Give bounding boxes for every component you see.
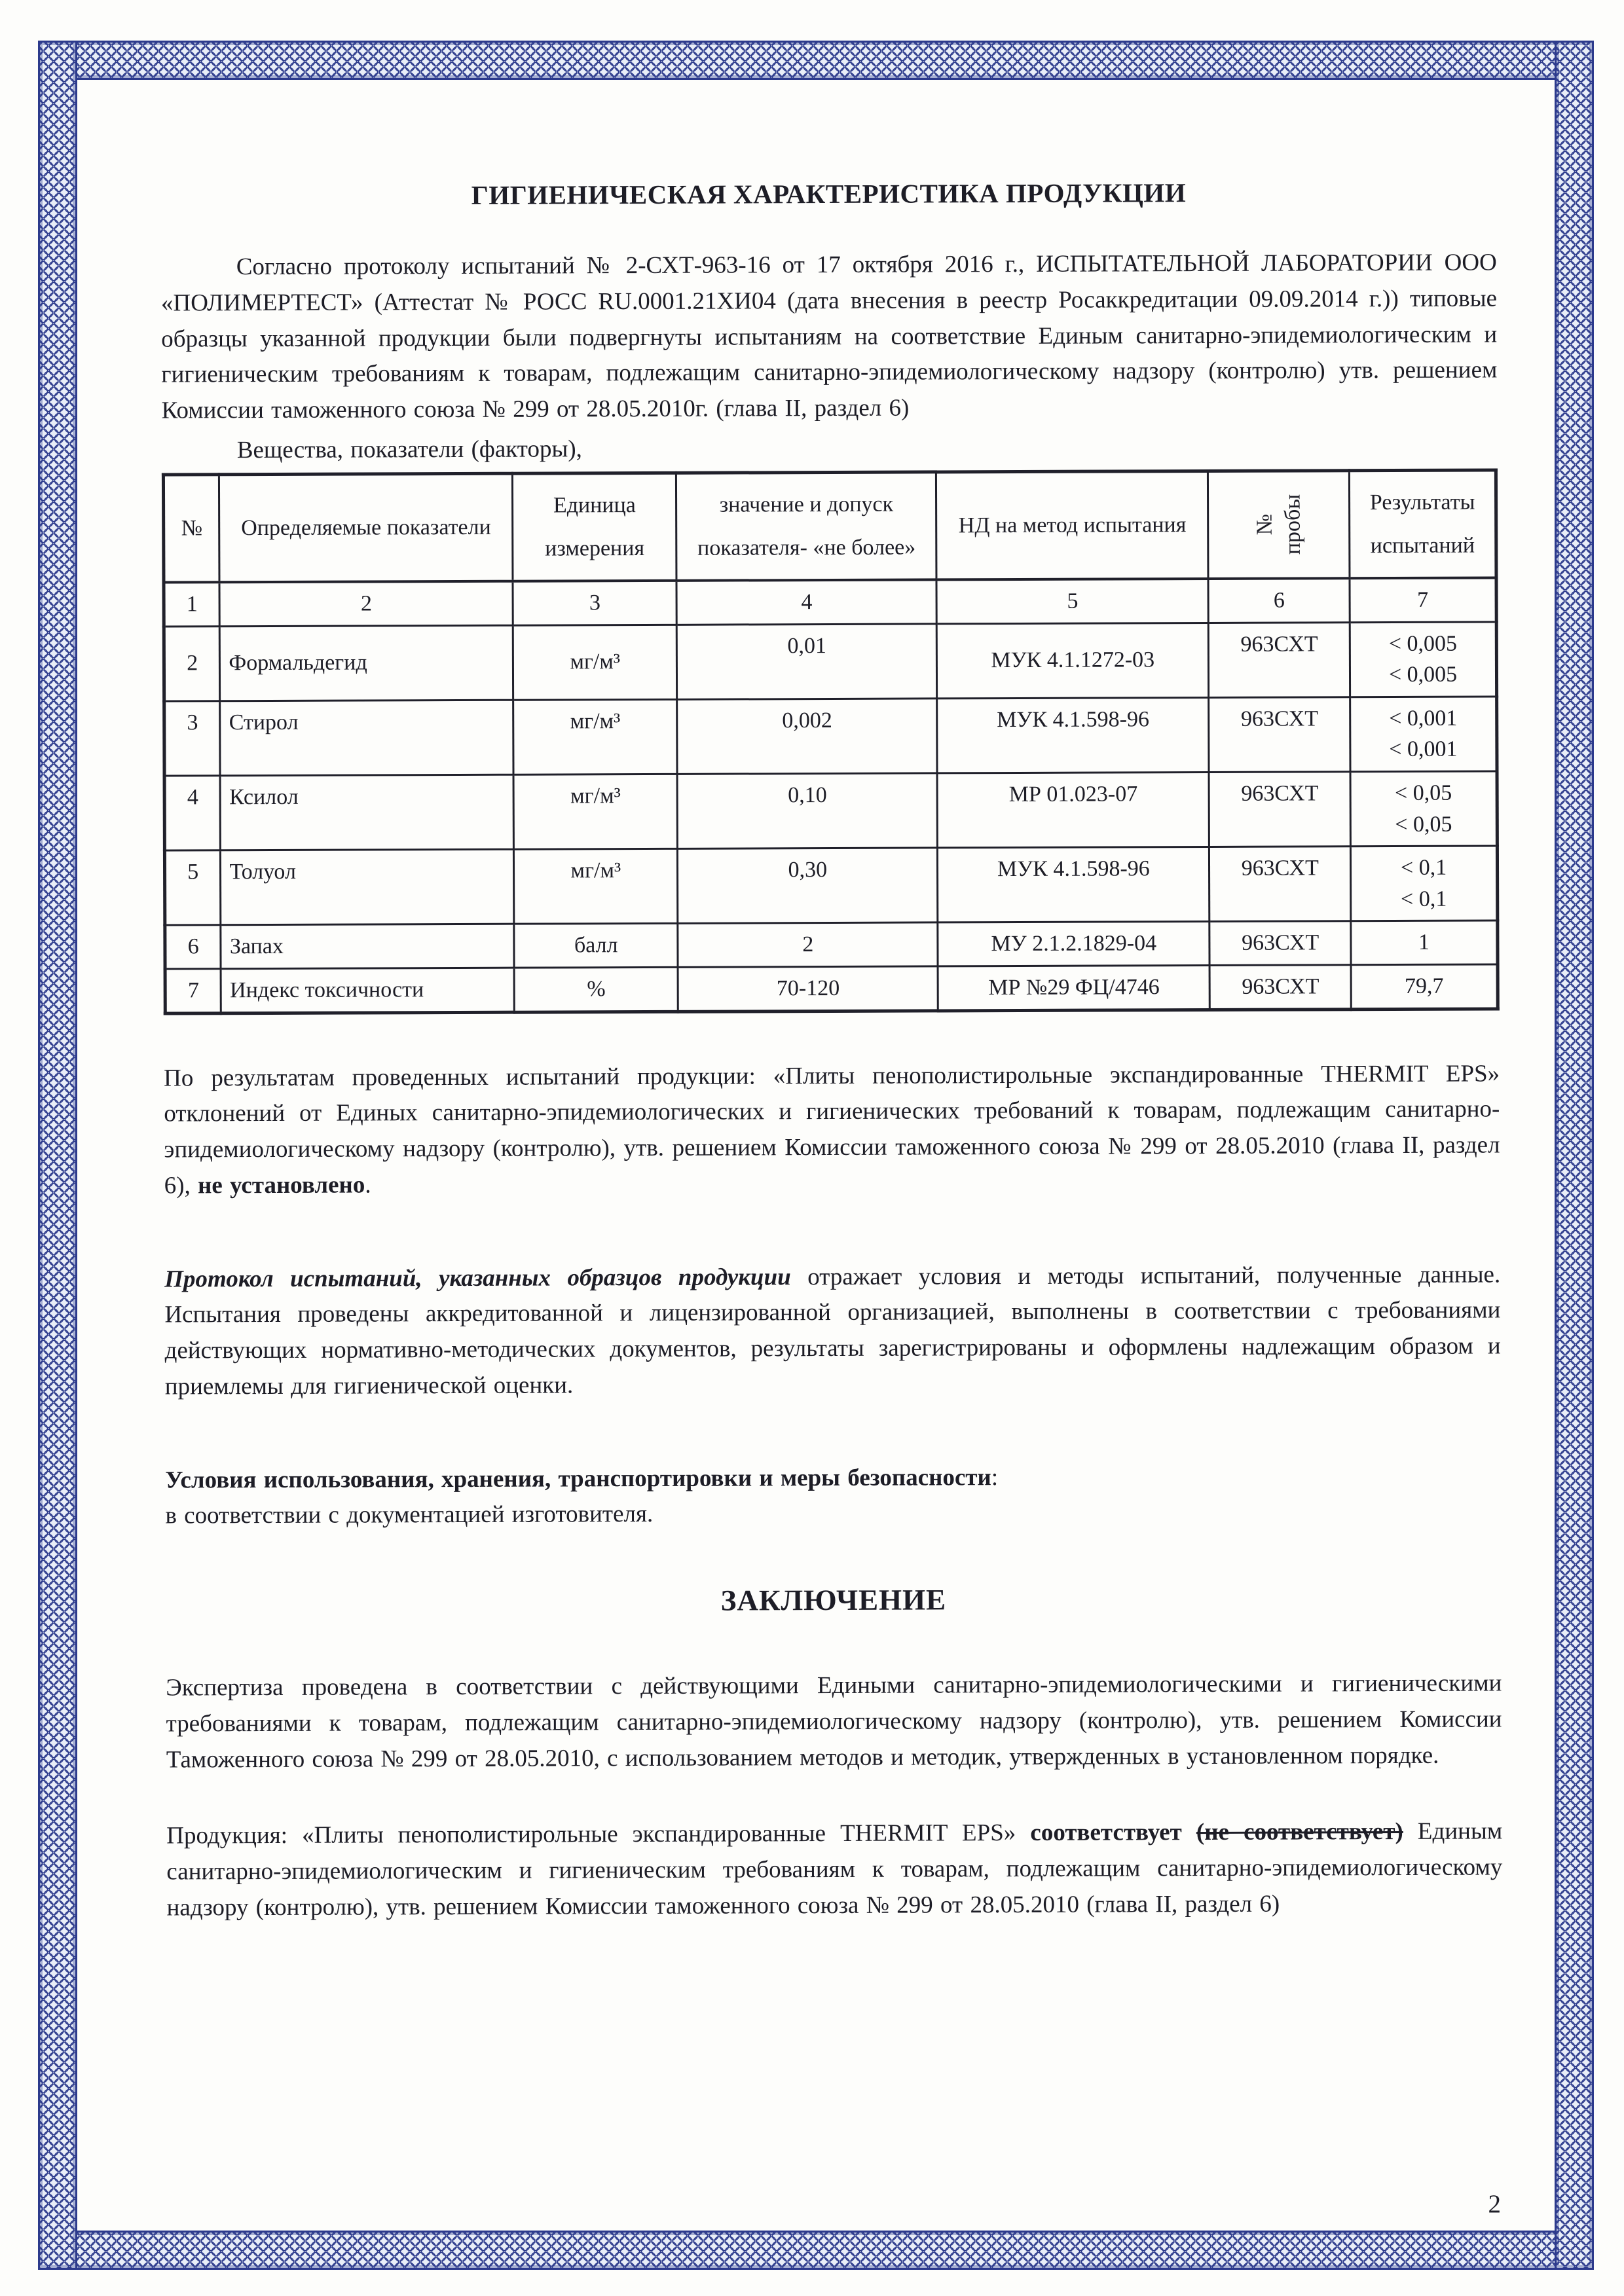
table-row: [165, 964, 1498, 1013]
header-method: НД на метод испытания: [936, 471, 1209, 580]
table-caption: Вещества, показатели (факторы),: [236, 435, 582, 464]
results-text: По результатам проведенных испытаний продукции: «Плиты пенополистирольные экспандированные THERMIT EPS» отклонений от Единых санитарно-эпидемиологических и гигиенических требований к товарам, подлежащим санитарно-эпидемиологическому надзору (контролю), утв. решением Комиссии таможенного союза № 299 от 28.05.2010 (глава II, раздел 6),: [164, 1060, 1500, 1199]
product-matches: соответствует: [1030, 1819, 1182, 1847]
conclusion-heading: ЗАКЛЮЧЕНИЕ: [720, 1583, 947, 1617]
document-body: [160, 175, 1502, 1926]
table-cell: 963СХТ: [1209, 965, 1351, 1010]
table-cell: 7: [165, 969, 221, 1013]
table-cell: Стирол: [220, 700, 513, 776]
table-cell: мг/м³: [513, 625, 677, 700]
col-number: 3: [513, 581, 677, 625]
table-cell: 4: [164, 776, 221, 850]
substances-table: [162, 468, 1500, 1015]
header-sample: [1208, 470, 1350, 579]
table-header-row: [163, 469, 1496, 582]
table-cell: 963СХТ: [1209, 772, 1350, 847]
header-unit: Единица измерения: [513, 473, 677, 581]
table-cell: 2: [678, 922, 938, 967]
decorative-border-bottom: [38, 2231, 1594, 2270]
conditions-heading: [165, 1458, 1501, 1499]
rotated-sample-label: № пробы: [1252, 494, 1305, 555]
table-cell: МР 01.023-07: [937, 773, 1209, 848]
intro-paragraph: Согласно протоколу испытаний № 2-СХТ-963-16 от 17 октября 2016 г., ИСПЫТАТЕЛЬНОЙ ЛАБОРАТОРИИ ООО «ПОЛИМЕРТЕСТ» (Аттестат № РОСС RU.0001.21ХИ04 (дата внесения в реестр Росаккредитации 09.09.2014 г.)) типовые образцы указанной продукции были подвергнуты испытаниям на соответствие Единым санитарно-эпидемиологическим и гигиеническим требованиям к товарам, подлежащим санитарно-эпидемиологическому надзору (контролю) утв. решением Комиссии таможенного союза № 299 от 28.05.2010г. (глава II, раздел 6): [160, 249, 1498, 424]
table-cell: 2: [164, 626, 220, 701]
table-cell: 0,002: [677, 699, 937, 774]
results-not-established: не установлено: [197, 1171, 365, 1199]
table-cell: 79,7: [1351, 964, 1498, 1009]
header-num: №: [163, 474, 219, 582]
col-number: 4: [676, 580, 936, 625]
col-number: 2: [219, 581, 513, 627]
table-cell: 963СХТ: [1209, 697, 1350, 773]
product-not-matches-strikethrough: (не соответствует): [1196, 1818, 1403, 1846]
conditions-heading-bold: Условия использования, хранения, транспортировки и меры безопасности: [165, 1463, 991, 1494]
page-title: ГИГИЕНИЧЕСКАЯ ХАРАКТЕРИСТИКА ПРОДУКЦИИ: [471, 177, 1187, 210]
table-cell: Запах: [221, 924, 514, 969]
table-cell: 1: [1351, 920, 1498, 964]
table-cell: МУ 2.1.2.1829-04: [938, 922, 1209, 966]
table-cell: Ксилол: [220, 774, 513, 850]
product-separator: [1182, 1819, 1196, 1846]
col-number: 1: [164, 582, 220, 626]
table-row: [164, 622, 1496, 701]
results-paragraph: [164, 1056, 1500, 1204]
decorative-border-left: [38, 41, 77, 2270]
table-cell: МУК 4.1.1272-03: [936, 623, 1209, 699]
table-row: [165, 920, 1498, 969]
table-cell: < 0,1 < 0,1: [1351, 846, 1498, 921]
table-cell: мг/м³: [514, 849, 678, 924]
col-number: 7: [1350, 578, 1496, 623]
table-cell: МР №29 ФЦ/4746: [938, 966, 1209, 1011]
expertise-paragraph: Экспертиза проведена в соответствии с действующими Едиными санитарно-эпидемиологическими и гигиеническими требованиями к товарам, подлежащим санитарно-эпидемиологическому надзору (контролю), утв. решением Комиссии Таможенного союза № 299 от 28.05.2010, с использованием методов и методик, утвержденных в установленном порядке.: [166, 1669, 1502, 1774]
table-row: [164, 846, 1497, 925]
table-cell: 963СХТ: [1209, 921, 1351, 965]
table-cell: 963СХТ: [1209, 622, 1350, 697]
table-row: [164, 771, 1497, 850]
table-cell: 0,01: [677, 624, 937, 700]
header-limit: значение и допуск показателя- «не более»: [676, 471, 936, 580]
conditions-body: в соответствии с документацией изготовителя.: [165, 1501, 654, 1529]
table-cell: 0,10: [677, 773, 937, 849]
table-cell: %: [514, 967, 678, 1011]
table-cell: Формальдегид: [220, 625, 513, 701]
header-indicators: Определяемые показатели: [219, 473, 513, 583]
table-cell: 70-120: [678, 966, 938, 1011]
product-text-tail: Единым санитарно-эпидемиологическим и гигиеническим требованиям к товарам, подлежащим санитарно-эпидемиологическому надзору (контролю), утв. решением Комиссии таможенного союза № 299 от 28.05.2010 (глава II, раздел 6): [166, 1817, 1503, 1922]
product-paragraph: [166, 1814, 1503, 1926]
table-cell: 3: [164, 701, 221, 776]
protocol-paragraph: [164, 1257, 1501, 1405]
table-cell: < 0,005 < 0,005: [1350, 622, 1496, 697]
table-cell: Индекс токсичности: [221, 968, 515, 1013]
protocol-lead: Протокол испытаний, указанных образцов продукции: [164, 1263, 791, 1293]
column-number-row: [164, 578, 1496, 627]
conditions-heading-colon: :: [991, 1463, 999, 1491]
table-cell: 963СХТ: [1209, 847, 1351, 922]
table-cell: < 0,001 < 0,001: [1350, 697, 1497, 772]
results-period: .: [365, 1171, 371, 1199]
table-cell: мг/м³: [513, 699, 678, 774]
col-number: 6: [1208, 578, 1350, 623]
product-text: Продукция: «Плиты пенополистирольные экспандированные THERMIT EPS»: [166, 1819, 1031, 1850]
table-cell: балл: [514, 924, 678, 968]
table-row: [164, 697, 1497, 776]
decorative-border-right: [1555, 41, 1594, 2270]
col-number: 5: [936, 579, 1208, 624]
decorative-border-top: [38, 41, 1594, 80]
table-cell: 5: [164, 850, 221, 925]
header-results: Результаты испытаний: [1350, 469, 1496, 578]
table-cell: 6: [165, 925, 221, 969]
table-cell: МУК 4.1.598-96: [938, 847, 1210, 923]
table-cell: Толуол: [221, 849, 514, 925]
protocol-rest: отражает условия и методы испытаний, полученные данные. Испытания проведены аккредитованной и лицензированной организацией, выполнены в соответствии с требованиями действующих нормативно-методических документов, результаты зарегистрированы и оформлены надлежащим образом и приемлемы для гигиенической оценки.: [164, 1261, 1501, 1400]
table-cell: 0,30: [678, 848, 938, 924]
table-cell: МУК 4.1.598-96: [937, 697, 1209, 773]
table-cell: < 0,05 < 0,05: [1350, 771, 1497, 847]
page-number: 2: [1488, 2190, 1501, 2218]
table-cell: мг/м³: [513, 774, 678, 849]
